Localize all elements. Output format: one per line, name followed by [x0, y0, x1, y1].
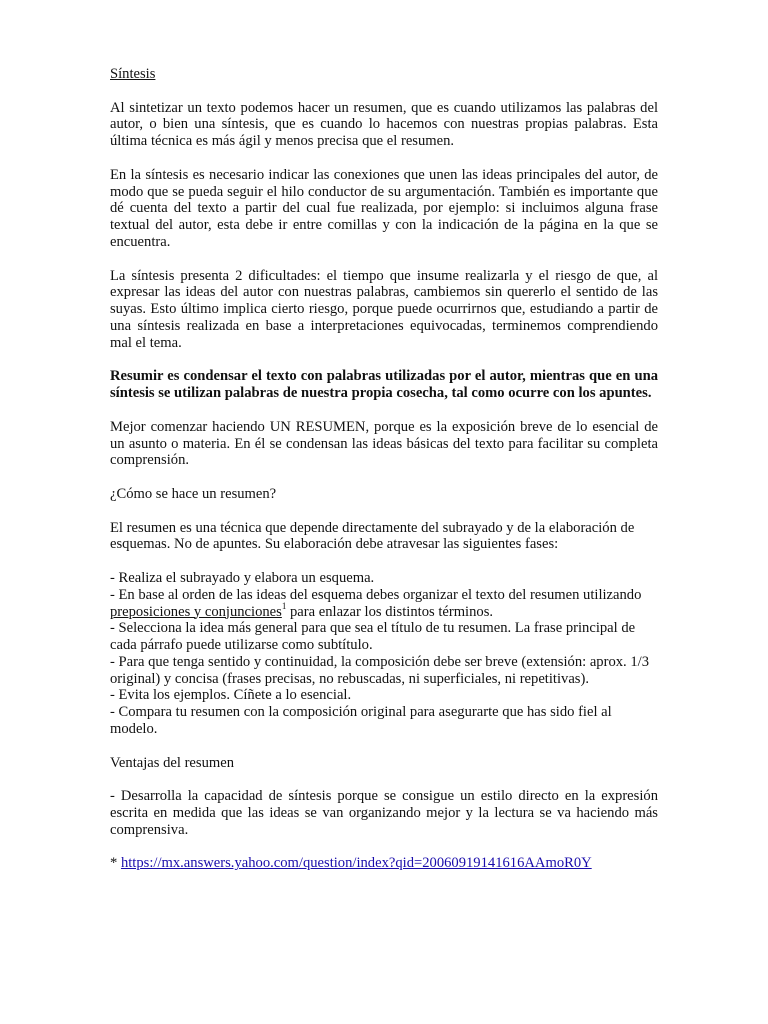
ventajas-text: - Desarrolla la capacidad de síntesis porque se consigue un estilo directo en la expresión escrita en medida que las ideas se van organizando mejor y la lectura se va haciendo más comprensiva. [110, 788, 658, 838]
footnote-marker: 1 [281, 600, 287, 611]
step-organizar-text-a: - En base al orden de las ideas del esquema debes organizar el texto del resumen utilizando [110, 586, 642, 603]
source-asterisk: * [110, 855, 121, 872]
step-organizar-text-b: para enlazar los distintos términos. [286, 603, 494, 620]
step-breve: - Para que tenga sentido y continuidad, la composición debe ser breve (extensión: aprox. 1/3 original) y concisa (frases precisas, no rebuscadas, ni superficiales, ni repetitivas). [110, 653, 649, 687]
paragraph-fases: El resumen es una técnica que depende directamente del subrayado y de la elaboración de esquemas. No de apuntes. Su elaboración debe atravesar las siguientes fases: [110, 519, 635, 553]
document-page [110, 66, 658, 889]
paragraph-resumir-bold: Resumir es condensar el texto con palabras utilizadas por el autor, mientras que en una síntesis se utilizan palabras de nuestra propia cosecha, tal como ocurre con los apuntes. [110, 368, 658, 402]
step-comparar: - Compara tu resumen con la composición original para asegurarte que has sido fiel al modelo. [110, 704, 612, 738]
source-line [110, 855, 658, 872]
paragraph-definicion: Al sintetizar un texto podemos hacer un resumen, que es cuando utilizamos las palabras del autor, o bien una síntesis, que es cuando lo hacemos con nuestras propias palabras. Esta última técnica es más ágil y menos precisa que el resumen. [110, 99, 658, 150]
source-link[interactable]: https://mx.answers.yahoo.com/question/index?qid=20060919141616AAmoR0Y [120, 855, 592, 872]
steps-list [110, 570, 658, 738]
step-ejemplos: - Evita los ejemplos. Cíñete a lo esencial. [110, 687, 352, 704]
question-heading: ¿Cómo se hace un resumen? [110, 485, 277, 502]
step-organizar [110, 587, 658, 621]
step-titulo: - Selecciona la idea más general para que sea el título de tu resumen. La frase principal de cada párrafo puede utilizarse como subtítulo. [110, 620, 636, 654]
paragraph-conexiones: En la síntesis es necesario indicar las conexiones que unen las ideas principales del autor, de modo que se pueda seguir el hilo conductor de su argumentación. También es importante que dé cuenta del texto a partir del cual fue realizada, por ejemplo: si incluimos alguna frase textual del autor, esta debe ir entre comillas y con la indicación de la página en la que se encuentra. [110, 166, 658, 250]
paragraph-resumen: Mejor comenzar haciendo UN RESUMEN, porque es la exposición breve de lo esencial de un asunto o materia. En él se condensan las ideas básicas del texto para facilitar su completa comprensión. [110, 418, 658, 469]
ventajas-heading: Ventajas del resumen [110, 754, 235, 771]
preposiciones-link[interactable]: preposiciones y conjunciones [110, 603, 282, 620]
step-subrayado: - Realiza el subrayado y elabora un esquema. [110, 569, 375, 586]
document-title: Síntesis [110, 66, 156, 82]
paragraph-dificultades: La síntesis presenta 2 dificultades: el tiempo que insume realizarla y el riesgo de que, al expresar las ideas del autor con nuestras palabras, cambiemos sin quererlo el sentido de las suyas. Esto último implica cierto riesgo, porque puede ocurrirnos que, estudiando a partir de una síntesis realizada en base a interpretaciones equivocadas, terminemos comprendiendo mal el tema. [110, 267, 658, 351]
